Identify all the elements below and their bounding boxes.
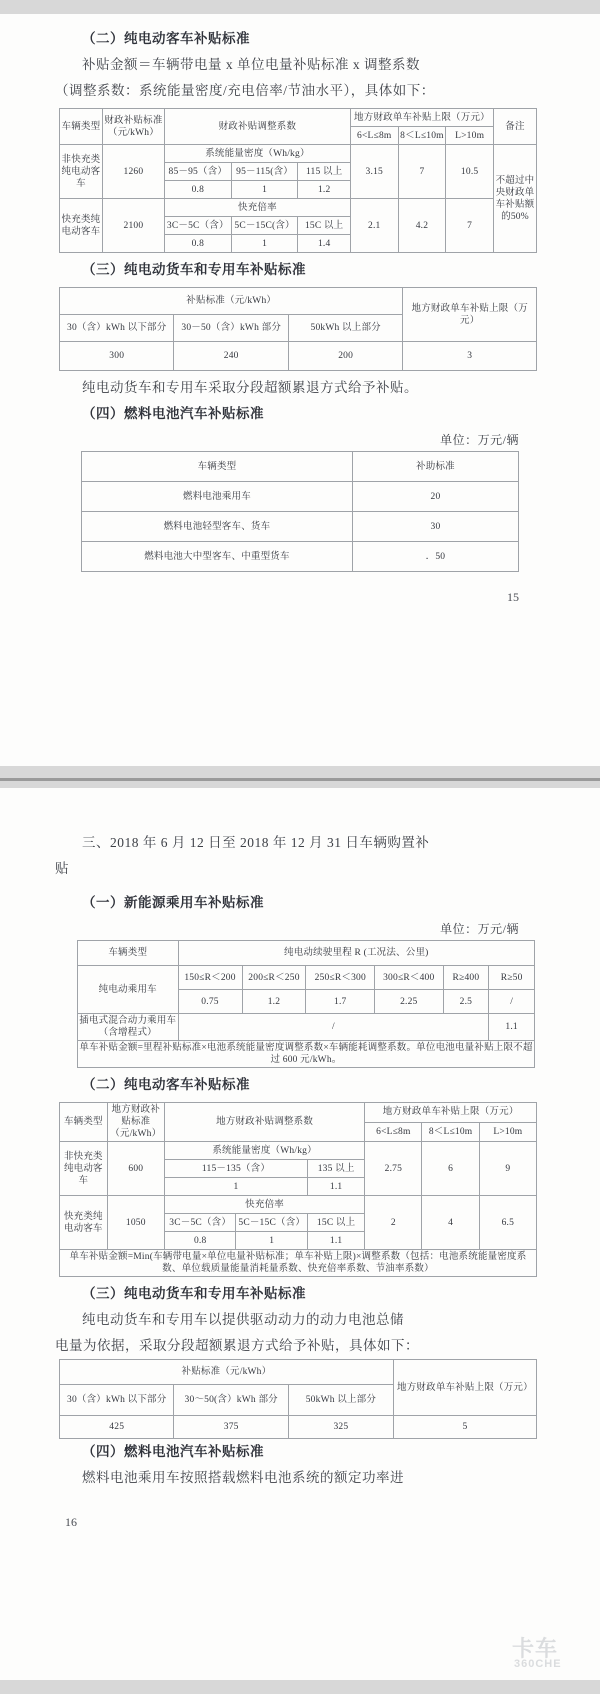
cell-band-1: 115－135（含） <box>164 1160 307 1178</box>
cell-factor-2: 1 <box>231 181 298 199</box>
header-length-1: 6<L≤8m <box>350 127 398 145</box>
cell-factor-2: 1.1 <box>308 1178 365 1196</box>
header-local-cap: 地方财政单车补贴上限（万元） <box>403 288 537 342</box>
header-local-cap: 地方财政单车补贴上限（万元） <box>350 109 493 127</box>
header-remark: 备注 <box>493 109 536 145</box>
cell-cap-value: 3 <box>403 342 537 371</box>
header-adjust-coefficient: 地方财政补贴调整系数 <box>164 1103 364 1142</box>
cell-value-3: 325 <box>288 1416 393 1439</box>
cell-band-1: 3C－5C（含） <box>164 1214 236 1232</box>
cell-vehicle-type-phev: 插电式混合动力乘用车（含增程式） <box>78 1014 179 1041</box>
cell-band-2: 30～50(含）kWh 部分 <box>174 1385 288 1416</box>
page-number: 15 <box>507 590 519 604</box>
cell-subsidy-standard: 30 <box>352 512 518 542</box>
document-page-2 <box>0 788 600 1680</box>
watermark-line-1: 卡车 <box>512 1636 559 1661</box>
header-vehicle-type: 车辆类型 <box>60 1103 108 1142</box>
cell-band-1: 85－95（含） <box>164 163 231 181</box>
header-adjust-coefficient: 财政补贴调整系数 <box>164 109 350 145</box>
cell-subsidy-standard: 1050 <box>107 1196 164 1250</box>
section-heading-4: （四）燃料电池汽车补贴标准 <box>82 406 264 421</box>
table-row <box>82 542 519 572</box>
cell-remark: 不超过中央财政单车补贴额的50% <box>493 145 536 253</box>
passenger-table-note: 单车补贴金额=里程补贴标准×电池系统能量密度调整系数×车辆能耗调整系数。单位电池电量补贴上限不超过 600 元/kWh。 <box>78 1041 535 1068</box>
cell-band-3: 50kWh 以上部分 <box>288 315 402 342</box>
table-row <box>82 512 519 542</box>
cell-cap-2: 7 <box>398 145 446 199</box>
cell-subsidy-standard: 20 <box>352 482 518 512</box>
table-row <box>78 1014 535 1041</box>
header-length-2: 8＜L≤10m <box>398 127 446 145</box>
cell-coefficient-title: 快充倍率 <box>164 1196 364 1214</box>
table-row <box>78 941 535 966</box>
cell-factor-3: 1.4 <box>298 235 350 253</box>
truck-paragraph-line-1: 纯电动货车和专用车以提供驱动动力的动力电池总储 <box>82 1312 404 1327</box>
table-row <box>60 288 537 315</box>
header-length-1: 6<L≤8m <box>365 1122 422 1142</box>
header-electric-range: 纯电动续驶里程 R (工况法、公里) <box>178 941 534 966</box>
cell-cap-1: 2 <box>365 1196 422 1250</box>
bus-subsidy-table <box>59 108 537 253</box>
table-row <box>60 1250 537 1277</box>
cell-value-1: 300 <box>60 342 174 371</box>
table-row <box>60 109 537 127</box>
table-row <box>60 1142 537 1160</box>
header-length-3: L>10m <box>446 127 494 145</box>
header-length-2: 8＜L≤10m <box>422 1122 479 1142</box>
section-heading-2: （二）纯电动客车补贴标准 <box>82 31 250 46</box>
fuel-cell-paragraph: 燃料电池乘用车按照搭载燃料电池系统的额定功率进 <box>82 1470 404 1485</box>
cell-factor-1: 1 <box>164 1178 307 1196</box>
header-length-3: L>10m <box>479 1122 536 1142</box>
cell-cap-2: 4 <box>422 1196 479 1250</box>
header-subsidy-standard: 财政补贴标准（元/kWh） <box>102 109 164 145</box>
cell-vehicle-type: 燃料电池大中型客车、中重型货车 <box>82 542 353 572</box>
cell-band-3: 50kWh 以上部分 <box>288 1385 393 1416</box>
bus-subsidy-table-wrapper <box>55 108 545 253</box>
table-row <box>60 145 537 163</box>
table-row <box>60 199 537 217</box>
cell-band-2: 5C－15C(含） <box>231 217 298 235</box>
cell-band-3: 15C 以上 <box>298 217 350 235</box>
cell-cap-3: 9 <box>479 1142 536 1196</box>
cell-band-2: 135 以上 <box>308 1160 365 1178</box>
cell-vehicle-type: 燃料电池轻型客车、货车 <box>82 512 353 542</box>
cell-band-2: 5C－15C（含） <box>236 1214 308 1232</box>
truck-subsidy-table-wrapper <box>55 287 545 371</box>
cell-cap-1: 2.1 <box>350 199 398 253</box>
cell-factor-1: 0.8 <box>164 181 231 199</box>
cell-factor-1: 0.8 <box>164 1232 236 1250</box>
cell-band-1: 30（含）kWh 以下部分 <box>60 315 174 342</box>
truck-note-paragraph: 纯电动货车和专用车采取分段超额累退方式给予补贴。 <box>82 380 418 395</box>
bus-subsidy-table-wrapper-p2 <box>55 1102 545 1277</box>
cell-band-1: 150≤R＜200 <box>178 966 242 990</box>
cell-coefficient-title: 系统能量密度（Wh/kg） <box>164 1142 364 1160</box>
cell-cap-3: 10.5 <box>446 145 494 199</box>
cell-cap-1: 3.15 <box>350 145 398 199</box>
cell-value-6: / <box>489 990 535 1014</box>
header-vehicle-type: 车辆类型 <box>78 941 179 966</box>
table-row <box>60 1103 537 1123</box>
header-subsidy-standard: 补贴标准（元/kWh） <box>60 1360 394 1385</box>
cell-vehicle-type: 燃料电池乘用车 <box>82 482 353 512</box>
bus-subsidy-table-p2 <box>59 1102 537 1277</box>
cell-subsidy-standard: 2100 <box>102 199 164 253</box>
page2-heading-line-2: 贴 <box>55 861 69 876</box>
cell-band-3: 115 以上 <box>298 163 350 181</box>
cell-vehicle-type: 非快充类纯电动客车 <box>60 1142 108 1196</box>
header-vehicle-type: 车辆类型 <box>60 109 103 145</box>
cell-vehicle-type: 非快充类纯电动客车 <box>60 145 103 199</box>
cell-value-1: 425 <box>60 1416 174 1439</box>
cell-value-3: 200 <box>288 342 402 371</box>
cell-band-5: R≥400 <box>443 966 489 990</box>
cell-cap-1: 2.75 <box>365 1142 422 1196</box>
table-row <box>60 1416 537 1439</box>
cell-band-4: 300≤R＜400 <box>375 966 444 990</box>
cell-band-6: R≥50 <box>489 966 535 990</box>
cell-value-5: 2.5 <box>443 990 489 1014</box>
cell-value-4: 2.25 <box>375 990 444 1014</box>
cell-vehicle-type: 快充类纯电动客车 <box>60 199 103 253</box>
fuel-cell-table-wrapper <box>55 451 545 572</box>
unit-label: 单位：万元/辆 <box>440 922 519 936</box>
unit-label: 单位：万元/辆 <box>440 433 519 447</box>
cell-band-1: 30（含）kWh 以下部分 <box>60 1385 174 1416</box>
formula-line-2: （调整系数：系统能量密度/充电倍率/节油水平），具体如下： <box>55 83 435 98</box>
cell-band-2: 200≤R＜250 <box>242 966 306 990</box>
cell-factor-3: 1.1 <box>308 1232 365 1250</box>
header-local-cap: 地方财政单车补贴上限（万元） <box>365 1103 537 1123</box>
formula-line-1: 补贴金额＝车辆带电量 x 单位电量补贴标准 x 调整系数 <box>82 57 420 72</box>
header-subsidy-standard: 地方财政补贴标准（元/kWh） <box>107 1103 164 1142</box>
section-heading-1: （一）新能源乘用车补贴标准 <box>82 895 264 910</box>
cell-subsidy-standard: ．50 <box>352 542 518 572</box>
cell-cap-2: 4.2 <box>398 199 446 253</box>
cell-band-2: 95－115(含） <box>231 163 298 181</box>
table-row <box>60 1196 537 1214</box>
cell-phev-value: 1.1 <box>489 1014 535 1041</box>
cell-band-3: 250≤R＜300 <box>306 966 375 990</box>
cell-value-1: 0.75 <box>178 990 242 1014</box>
cell-subsidy-standard: 600 <box>107 1142 164 1196</box>
table-row <box>60 342 537 371</box>
cell-cap-value: 5 <box>393 1416 536 1439</box>
truck-subsidy-table <box>59 287 537 371</box>
table-row <box>78 966 535 990</box>
header-subsidy-standard: 补助标准 <box>352 452 518 482</box>
page-number: 16 <box>65 1515 77 1529</box>
header-local-cap: 地方财政单车补贴上限（万元） <box>393 1360 536 1416</box>
cell-cap-3: 7 <box>446 199 494 253</box>
passenger-subsidy-table <box>77 940 535 1068</box>
cell-value-2: 1.2 <box>242 990 306 1014</box>
cell-band-3: 15C 以上 <box>308 1214 365 1232</box>
page-separator <box>0 766 600 788</box>
table-row <box>60 1360 537 1385</box>
section-heading-3: （三）纯电动货车和专用车补贴标准 <box>82 262 306 277</box>
cell-band-2: 30－50（含）kWh 部分 <box>174 315 288 342</box>
cell-value-2: 240 <box>174 342 288 371</box>
cell-subsidy-standard: 1260 <box>102 145 164 199</box>
cell-phev-merged: / <box>178 1014 489 1041</box>
table-row <box>82 482 519 512</box>
cell-factor-3: 1.2 <box>298 181 350 199</box>
cell-vehicle-type: 快充类纯电动客车 <box>60 1196 108 1250</box>
section-heading-4: （四）燃料电池汽车补贴标准 <box>82 1444 264 1459</box>
cell-value-3: 1.7 <box>306 990 375 1014</box>
table-row <box>78 1041 535 1068</box>
watermark-line-2: 360CHE <box>514 1658 562 1670</box>
truck-paragraph-line-2: 电量为依据，采取分段超额累退方式给予补贴，具体如下： <box>55 1338 419 1353</box>
section-heading-3: （三）纯电动货车和专用车补贴标准 <box>82 1286 306 1301</box>
page2-heading-line-1: 三、2018 年 6 月 12 日至 2018 年 12 月 31 日车辆购置补 <box>82 835 430 850</box>
document-page-1 <box>0 14 600 766</box>
cell-cap-3: 6.5 <box>479 1196 536 1250</box>
cell-band-1: 3C－5C（含） <box>164 217 231 235</box>
truck-subsidy-table-p2 <box>59 1359 537 1439</box>
cell-coefficient-title: 快充倍率 <box>164 199 350 217</box>
cell-factor-1: 0.8 <box>164 235 231 253</box>
cell-cap-2: 6 <box>422 1142 479 1196</box>
header-subsidy-standard: 补贴标准（元/kWh） <box>60 288 403 315</box>
bus-table-note: 单车补贴金额=Min(车辆带电量×单位电量补贴标准；单车补贴上限)×调整系数（包括：电池系统能量密度系数、单位载质量能量消耗量系数、快充倍率系数、节油率系数） <box>60 1250 537 1277</box>
passenger-subsidy-table-wrapper <box>55 940 545 1068</box>
cell-vehicle-type: 纯电动乘用车 <box>78 966 179 1014</box>
cell-factor-2: 1 <box>231 235 298 253</box>
cell-factor-2: 1 <box>236 1232 308 1250</box>
fuel-cell-table <box>81 451 519 572</box>
header-vehicle-type: 车辆类型 <box>82 452 353 482</box>
truck-subsidy-table-wrapper-p2 <box>55 1359 545 1439</box>
cell-value-2: 375 <box>174 1416 288 1439</box>
section-heading-2: （二）纯电动客车补贴标准 <box>82 1077 250 1092</box>
table-row <box>82 452 519 482</box>
cell-coefficient-title: 系统能量密度（Wh/kg） <box>164 145 350 163</box>
watermark-logo <box>512 1632 590 1674</box>
